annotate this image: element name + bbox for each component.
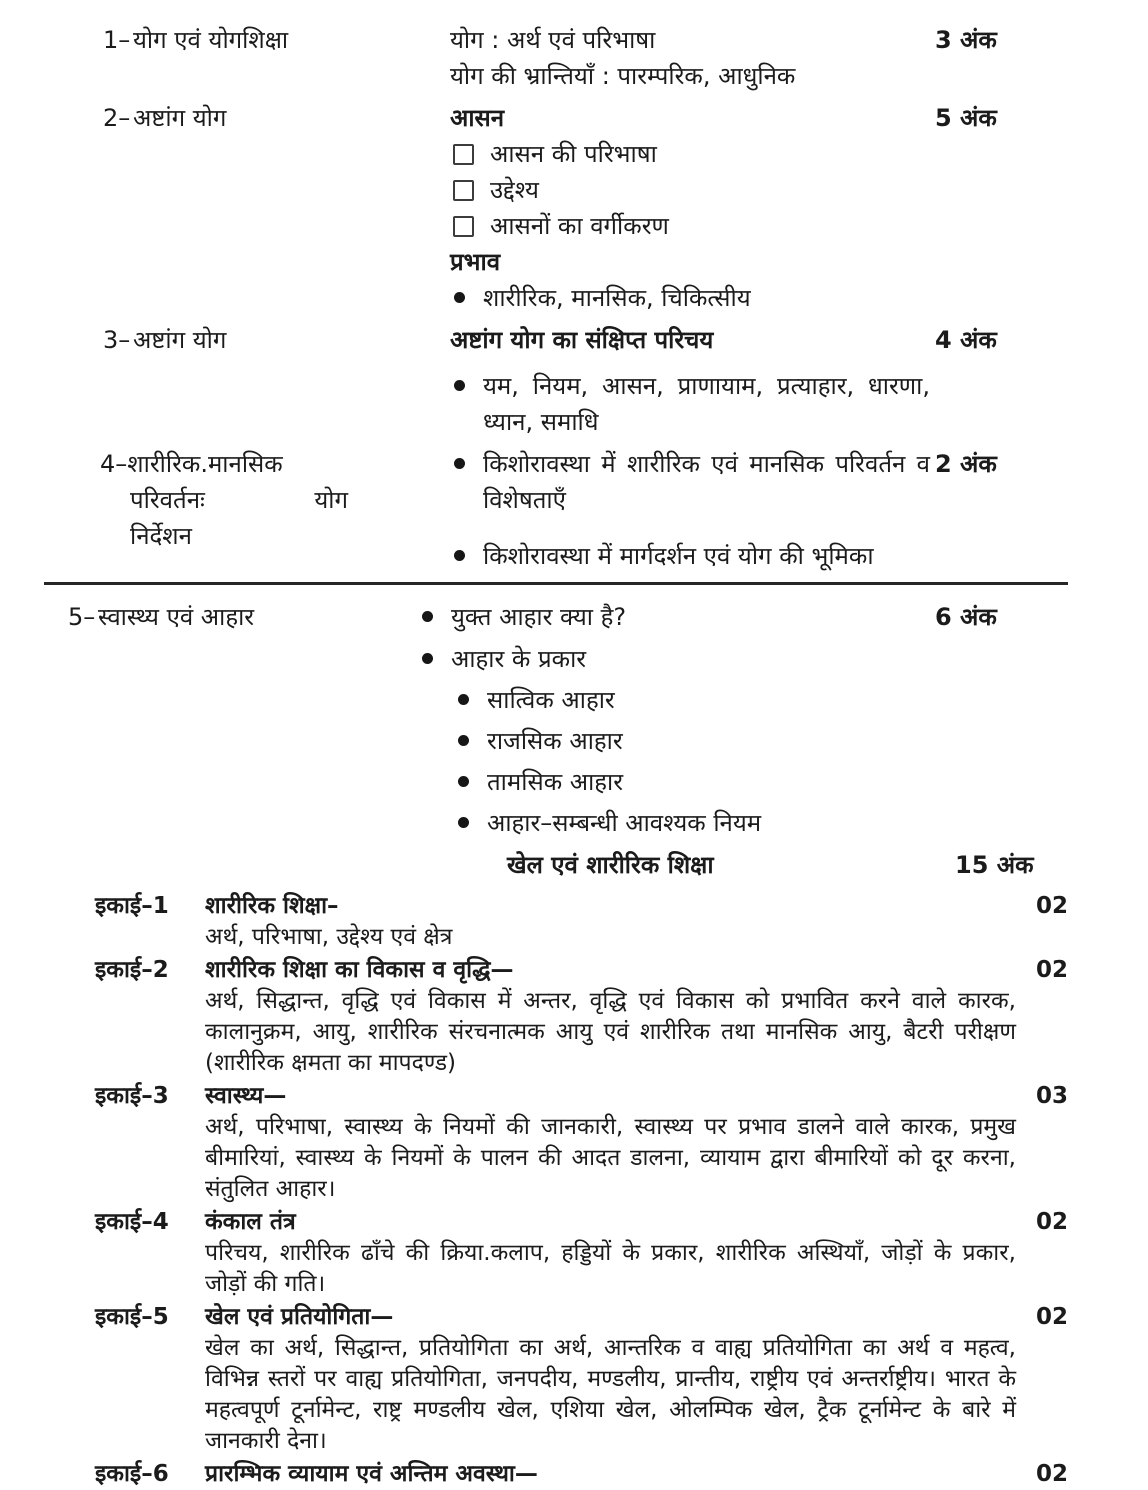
- topic-content: [450, 446, 930, 574]
- bullet-icon: [422, 653, 433, 664]
- unit-marks: 02: [1035, 1304, 1068, 1330]
- bullet-item: [418, 599, 930, 635]
- unit-label: इकाई–5: [95, 1304, 169, 1330]
- bullet-icon: [458, 817, 469, 828]
- bullet-text: किशोरावस्था में शारीरिक एवं मानसिक परिवर्तन व विशेषताएँ: [483, 450, 930, 514]
- unit-label: इकाई–1: [95, 893, 169, 919]
- section-divider: [44, 582, 1068, 585]
- topic-marks: 3 अंक: [935, 26, 997, 54]
- unit-body: [205, 1459, 1016, 1490]
- unit-label: इकाई–3: [95, 1083, 169, 1109]
- sports-section-heading: [450, 847, 1068, 883]
- unit-title: कंकाल तंत्र: [205, 1209, 296, 1235]
- unit-body: [205, 891, 1016, 953]
- unit-row-1: [60, 891, 1068, 953]
- yoga-syllabus-section: [60, 22, 1068, 574]
- bullet-item: [454, 805, 930, 841]
- bullet-icon: [458, 694, 469, 705]
- topic-name: अष्टांग योग: [133, 326, 227, 354]
- topic-name: योग एवं योगशिक्षा: [133, 26, 289, 54]
- checkbox-label: उद्देश्य: [490, 176, 539, 204]
- unit-body: [205, 1081, 1016, 1205]
- bullet-icon: [458, 776, 469, 787]
- topic-number: 3–: [103, 326, 131, 354]
- content-heading: अष्टांग योग का संक्षिप्त परिचय: [450, 326, 714, 354]
- topic-name: शारीरिक.मानसिक: [127, 450, 283, 478]
- topic-number: 1–: [103, 26, 131, 54]
- content-line: योग की भ्रान्तियाँ : पारम्परिक, आधुनिक: [450, 62, 796, 90]
- unit-label: इकाई–2: [95, 957, 169, 983]
- topic-label: [60, 100, 450, 136]
- topic-name-line: [100, 446, 450, 482]
- unit-marks: 02: [1035, 1461, 1068, 1487]
- bullet-item: [454, 764, 930, 800]
- bullet-text: सात्विक आहार: [487, 686, 615, 714]
- section-title: खेल एवं शारीरिक शिक्षा: [507, 851, 714, 879]
- content-line: योग : अर्थ एवं परिभाषा: [450, 26, 656, 54]
- topic-name-line: निर्देशन: [130, 522, 192, 550]
- unit-marks: 02: [1035, 893, 1068, 919]
- unit-title: स्वास्थ्य—: [205, 1083, 287, 1109]
- unit-body: [205, 955, 1016, 1079]
- topic-row-3: [60, 322, 1068, 440]
- unit-body: [205, 1302, 1016, 1457]
- checkbox-item: [450, 172, 930, 208]
- topic-marks: 4 अंक: [935, 326, 997, 354]
- bullet-text: राजसिक आहार: [487, 727, 623, 755]
- bullet-item: [450, 280, 930, 316]
- topic-name: स्वास्थ्य एवं आहार: [98, 603, 255, 631]
- topic-name-line: परिवर्तनः योग: [130, 486, 348, 514]
- bullet-item: [418, 641, 930, 677]
- bullet-text: शारीरिक, मानसिक, चिकित्सीय: [483, 284, 751, 312]
- unit-description: अर्थ, परिभाषा, उद्देश्य एवं क्षेत्र: [205, 924, 453, 950]
- unit-description: खेल का अर्थ, सिद्धान्त, प्रतियोगिता का अर्थ, आन्तरिक व वाह्य प्रतियोगिता का अर्थ व महत्व, विभिन्न स्तरों पर वाह्य प्रतियोगिता, जनपदीय, मण्डलीय, प्रान्तीय, राष्ट्रीय एवं अन्तर्राष्ट्रीय। भारत के महत्वपूर्ण टूर्नामेन्ट, राष्ट्र मण्डलीय खेल, एशिया खेल, ओलम्पिक खेल, ट्रैक टूर्नामेन्ट के बारे में जानकारी देना।: [205, 1335, 1016, 1454]
- bullet-text: तामसिक आहार: [487, 768, 624, 796]
- bullet-item: [450, 368, 930, 440]
- bullet-icon: [454, 550, 465, 561]
- bullet-text: यम, नियम, आसन, प्राणायाम, प्रत्याहार, धारणा, ध्यान, समाधि: [483, 372, 930, 436]
- bullet-text: युक्त आहार क्या है?: [451, 603, 627, 631]
- bullet-item: [454, 723, 930, 759]
- unit-description: परिचय, शारीरिक ढाँचे की क्रिया.कलाप, हड्डियों के प्रकार, शारीरिक अस्थियाँ, जोड़ों के प्रकार, जोड़ों की गति।: [205, 1240, 1016, 1297]
- topic-marks: 2 अंक: [935, 450, 997, 478]
- units-section: [60, 891, 1068, 1490]
- unit-row-3: [60, 1081, 1068, 1205]
- checkbox-item: [450, 136, 930, 172]
- health-diet-section: [60, 599, 1068, 883]
- unit-row-2: [60, 955, 1068, 1079]
- unit-label: इकाई–6: [95, 1461, 169, 1487]
- topic-number: 2–: [103, 104, 131, 132]
- topic-number: 5–: [68, 603, 96, 631]
- bullet-item: [450, 538, 930, 574]
- checkbox-label: आसन की परिभाषा: [490, 140, 657, 168]
- unit-marks: 03: [1035, 1083, 1068, 1109]
- topic-content: [450, 22, 930, 94]
- topic-label: [60, 446, 450, 554]
- topic-name: अष्टांग योग: [133, 104, 227, 132]
- checkbox-item: [450, 208, 930, 244]
- bullet-item: [454, 682, 930, 718]
- topic-content: [450, 322, 930, 440]
- topic-row-1: [60, 22, 1068, 94]
- unit-body: [205, 1207, 1016, 1300]
- topic-marks: 6 अंक: [935, 603, 997, 631]
- topic-number: 4–: [100, 450, 128, 478]
- content-subheading: प्रभाव: [450, 248, 501, 276]
- unit-row-4: [60, 1207, 1068, 1300]
- topic-content: [450, 599, 930, 841]
- unit-description: अर्थ, सिद्धान्त, वृद्धि एवं विकास में अन्तर, वृद्धि एवं विकास को प्रभावित करने वाले कारक, कालानुक्रम, आयु, शारीरिक संरचनात्मक आयु एवं शारीरिक तथा मानसिक आयु, बैटरी परीक्षण (शारीरिक क्षमता का मापदण्ड): [205, 988, 1016, 1076]
- bullet-icon: [422, 611, 433, 622]
- topic-row-5: [60, 599, 1068, 841]
- unit-title: शारीरिक शिक्षा–: [205, 893, 339, 919]
- unit-marks: 02: [1035, 1209, 1068, 1235]
- bullet-text: आहार–सम्बन्धी आवश्यक नियम: [487, 809, 762, 837]
- checkbox-icon: [453, 216, 474, 237]
- bullet-icon: [454, 458, 465, 469]
- unit-title: शारीरिक शिक्षा का विकास व वृद्धि—: [205, 957, 514, 983]
- topic-label: [60, 322, 450, 358]
- topic-content: [450, 100, 930, 316]
- bullet-icon: [454, 380, 465, 391]
- unit-title: प्रारम्भिक व्यायाम एवं अन्तिम अवस्था—: [205, 1461, 538, 1487]
- bullet-text: किशोरावस्था में मार्गदर्शन एवं योग की भूमिका: [483, 542, 874, 570]
- unit-row-5: [60, 1302, 1068, 1457]
- bullet-item: [450, 446, 930, 518]
- bullet-icon: [454, 292, 465, 303]
- unit-description: अर्थ, परिभाषा, स्वास्थ्य के नियमों की जानकारी, स्वास्थ्य पर प्रभाव डालने वाले कारक, प्रमुख बीमारियां, स्वास्थ्य के नियमों के पालन की आदत डालना, व्यायाम द्वारा बीमारियों को दूर करना, संतुलित आहार।: [205, 1114, 1016, 1202]
- bullet-text: आहार के प्रकार: [451, 645, 587, 673]
- unit-row-6: [60, 1459, 1068, 1490]
- topic-marks: 5 अंक: [935, 104, 997, 132]
- checkbox-icon: [453, 180, 474, 201]
- topic-row-4: [60, 446, 1068, 574]
- topic-label: [60, 22, 450, 58]
- unit-marks: 02: [1035, 957, 1068, 983]
- bullet-icon: [458, 735, 469, 746]
- content-heading: आसन: [450, 104, 505, 132]
- unit-title: खेल एवं प्रतियोगिता—: [205, 1304, 394, 1330]
- topic-label: [60, 599, 450, 635]
- section-marks: 15 अंक: [955, 851, 1034, 879]
- checkbox-icon: [453, 144, 474, 165]
- topic-row-2: [60, 100, 1068, 316]
- unit-label: इकाई–4: [95, 1209, 169, 1235]
- checkbox-label: आसनों का वर्गीकरण: [490, 212, 669, 240]
